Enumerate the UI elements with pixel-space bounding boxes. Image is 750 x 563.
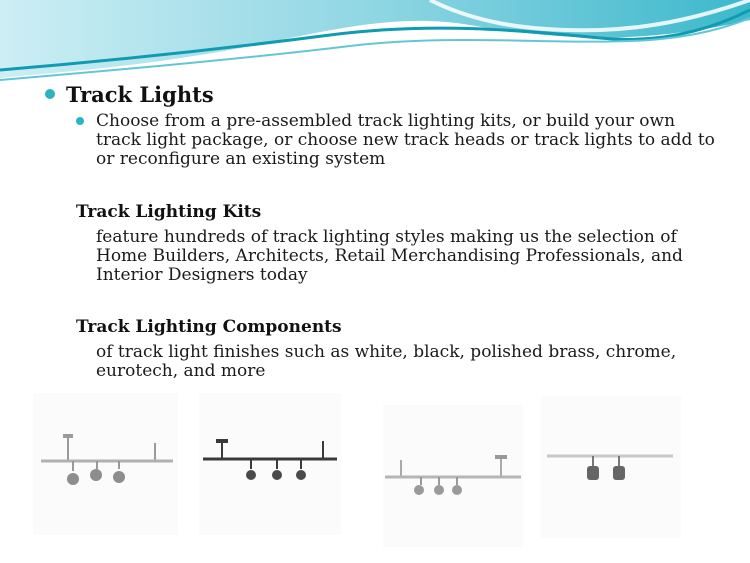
sub-bullet <box>76 112 716 169</box>
track-kit-photo-4 <box>541 396 681 538</box>
track-kit-photo-2 <box>199 393 341 535</box>
sub-bullet-dot-icon <box>76 117 84 125</box>
section-body-kits: feature hundreds of track lighting styles making us the selection of Home Builders, Architects, Retail Merchandising Professionals, and Interior Designers today <box>96 227 683 285</box>
section-heading-components: Track Lighting Components <box>76 317 342 337</box>
track-kit-photo-3 <box>383 405 523 547</box>
bullet-title: Track Lights <box>66 82 214 107</box>
section-body-components: of track light finishes such as white, black, polished brass, chrome, eurotech, and more <box>96 342 677 381</box>
bullet-dot-icon <box>45 89 55 99</box>
track-kit-photo-1 <box>33 393 178 535</box>
sub-bullet-text: Choose from a pre-assembled track lighting kits, or build your own track light package, or choose new track heads or track lights to add to or reconfigure an existing system <box>96 111 715 169</box>
section-heading-kits: Track Lighting Kits <box>76 202 262 222</box>
bullet-track-lights <box>45 82 214 107</box>
